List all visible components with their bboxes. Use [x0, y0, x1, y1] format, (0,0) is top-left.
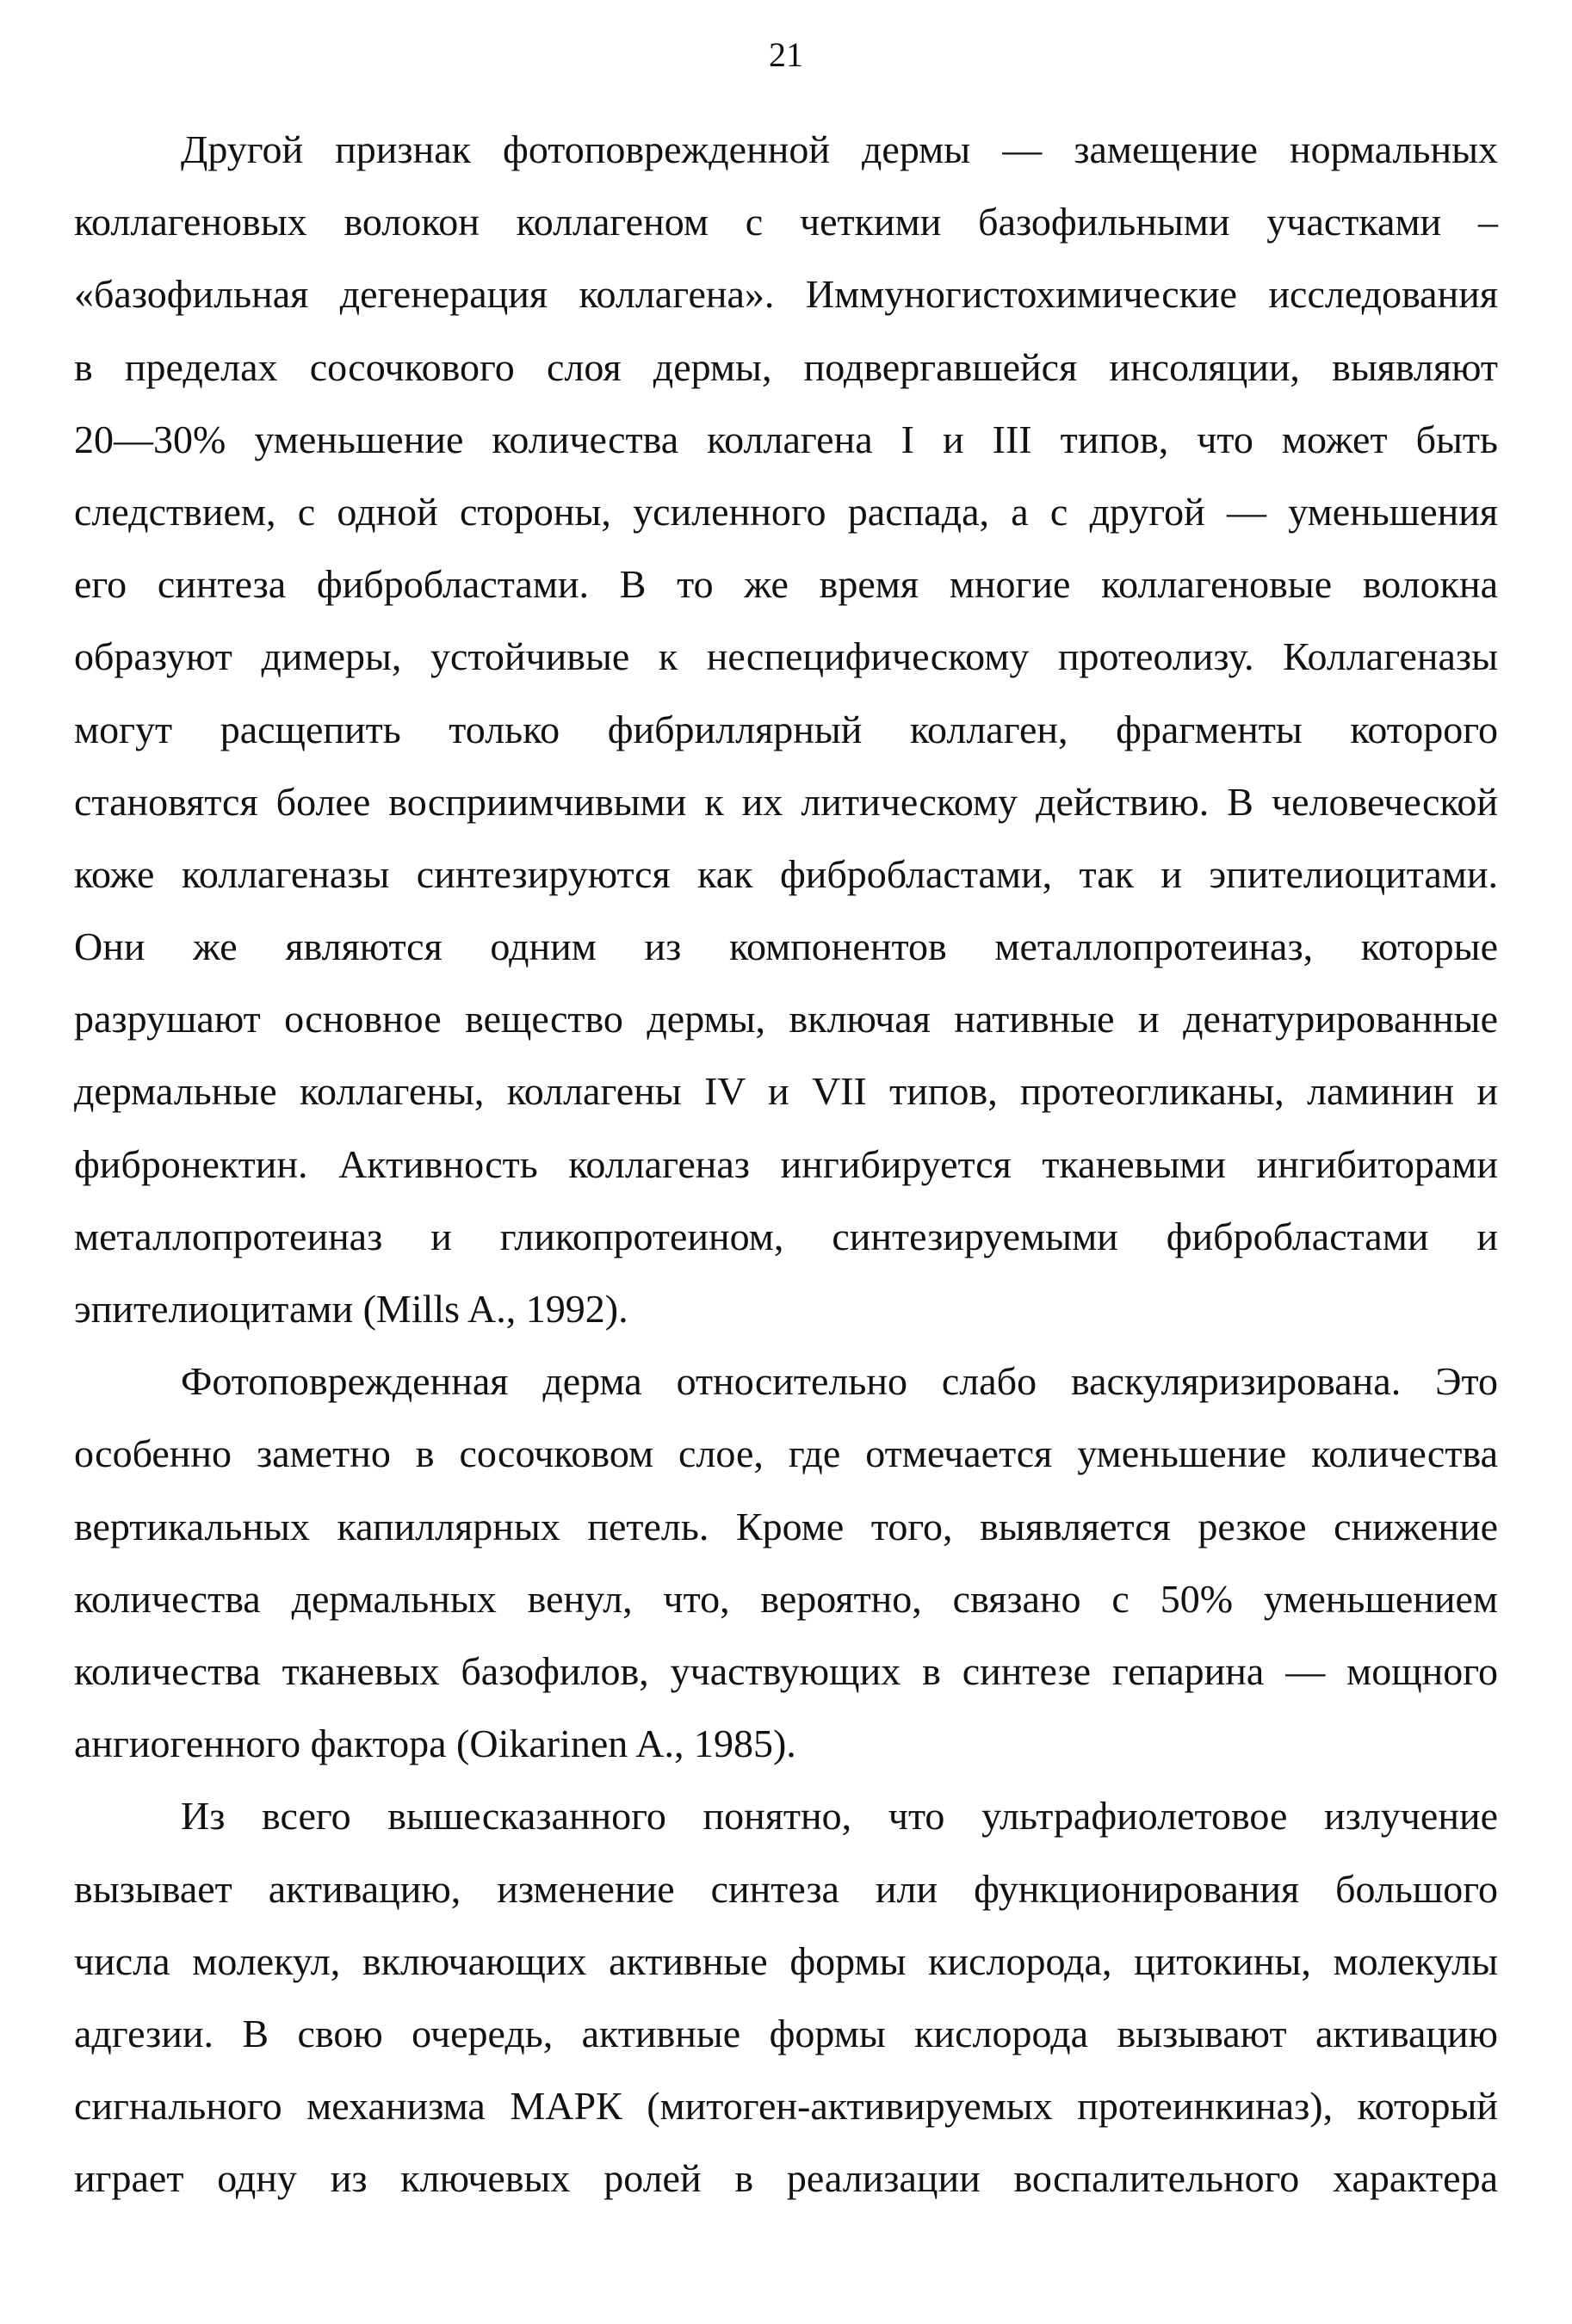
text-line: в пределах сосочкового слоя дермы, подвергавшейся инсоляции, выявляют — [74, 344, 1498, 389]
text-line: дермальные коллагены, коллагены IV и VII типов, протеогликаны, ламинин и — [74, 1069, 1498, 1114]
text-line: Они же являются одним из компонентов металлопротеиназ, которые — [74, 924, 1498, 969]
text-line: фибронектин. Активность коллагеназ ингибируется тканевыми ингибиторами — [74, 1141, 1498, 1186]
text-line: Другой признак фотоповрежденной дермы — замещение нормальных — [181, 127, 1498, 171]
text-line: образуют димеры, устойчивые к неспецифическому протеолизу. Коллагеназы — [74, 634, 1498, 679]
text-line: следствием, с одной стороны, усиленного распада, а с другой — уменьшения — [74, 489, 1498, 534]
text-line: Фотоповрежденная дерма относительно слабо васкуляризирована. Это — [181, 1359, 1498, 1404]
text-line: его синтеза фибробластами. В то же время многие коллагеновые волокна — [74, 562, 1498, 607]
text-line: количества дермальных венул, что, вероятно, связано с 50% уменьшением — [74, 1576, 1498, 1621]
text-line: сигнального механизма МАРК (митоген-активируемых протеинкиназ), который — [74, 2084, 1498, 2129]
text-line: адгезии. В свою очередь, активные формы кислорода вызывают активацию — [74, 2011, 1498, 2055]
text-line: вызывает активацию, изменение синтеза или функционирования большого — [74, 1866, 1498, 1911]
text-line: металлопротеиназ и гликопротеином, синтезируемыми фибробластами и — [74, 1214, 1498, 1258]
paragraph-1 — [74, 114, 1498, 1345]
page-number: 21 — [769, 35, 803, 74]
text-line: разрушают основное вещество дермы, включая нативные и денатурированные — [74, 997, 1498, 1041]
text-line: количества тканевых базофилов, участвующих в синтезе гепарина — мощного — [74, 1648, 1498, 1693]
text-line: вертикальных капиллярных петель. Кроме того, выявляется резкое снижение — [74, 1504, 1498, 1548]
text-line: Из всего вышесказанного понятно, что ультрафиолетовое излучение — [181, 1794, 1498, 1839]
body-text — [74, 114, 1498, 2215]
text-line: эпителиоцитами (Mills A., 1992). — [74, 1287, 628, 1331]
text-line: особенно заметно в сосочковом слое, где отмечается уменьшение количества — [74, 1431, 1498, 1476]
text-line: становятся более восприимчивыми к их литическому действию. В человеческой — [74, 779, 1498, 824]
text-line: играет одну из ключевых ролей в реализации воспалительного характера — [74, 2156, 1498, 2201]
text-line: коже коллагеназы синтезируются как фибробластами, так и эпителиоцитами. — [74, 851, 1498, 896]
text-line: числа молекул, включающих активные формы кислорода, цитокины, молекулы — [74, 1938, 1498, 1983]
paragraph-2 — [74, 1345, 1498, 1780]
text-line: «базофильная дегенерация коллагена». Иммуногистохимические исследования — [74, 272, 1498, 317]
paragraph-3 — [74, 1780, 1498, 2215]
text-line: коллагеновых волокон коллагеном с четкими базофильными участками – — [74, 200, 1498, 244]
text-line: 20—30% уменьшение количества коллагена I и III типов, что может быть — [74, 417, 1498, 461]
text-line: ангиогенного фактора (Oikarinen A., 1985). — [74, 1721, 796, 1766]
text-line: могут расщепить только фибриллярный коллаген, фрагменты которого — [74, 707, 1498, 751]
